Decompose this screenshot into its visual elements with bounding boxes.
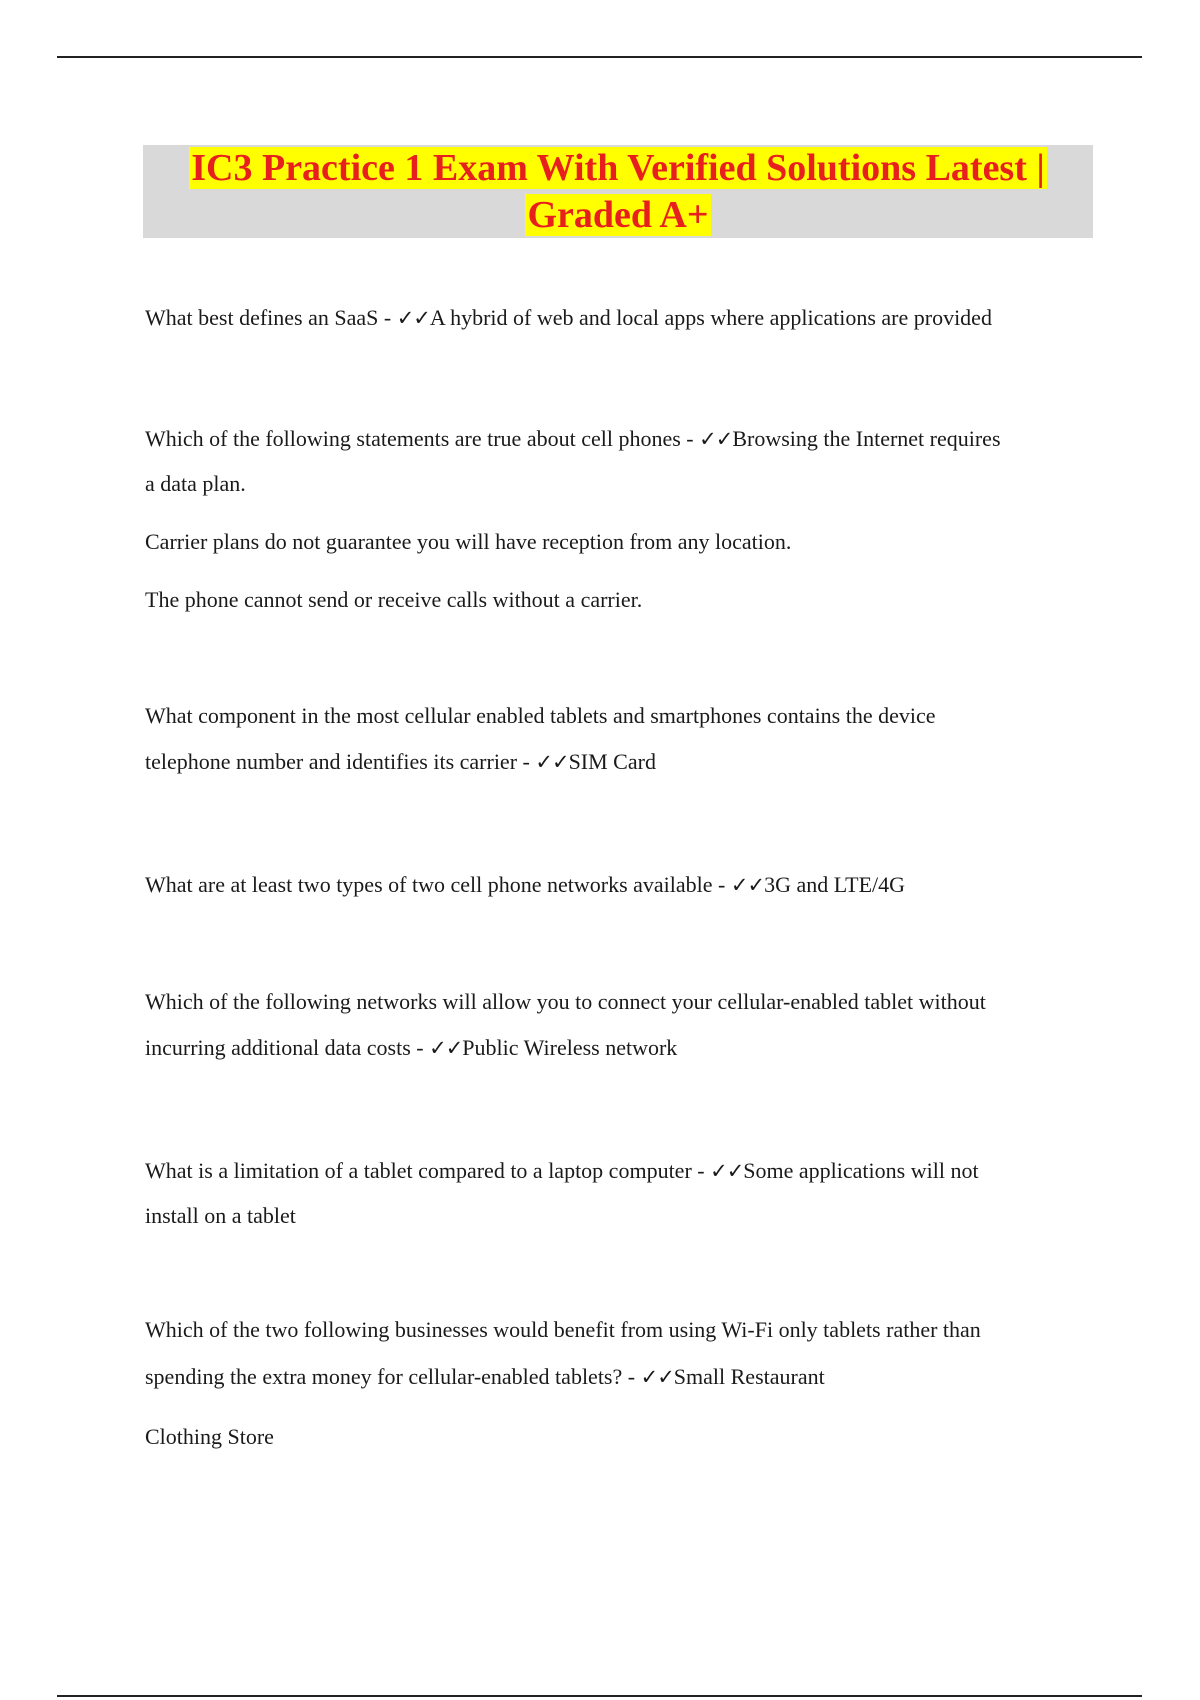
qa-item-sim-card	[145, 739, 1095, 785]
check-mark-icon: ✓✓	[429, 1036, 463, 1060]
question-text: Which of the two following businesses would benefit from using Wi-Fi only tablets rather than	[145, 1317, 981, 1342]
question-text: Which of the following networks will allow you to connect your cellular-enabled tablet without	[145, 989, 986, 1014]
answer-extra-line: The phone cannot send or receive calls without a carrier.	[145, 587, 643, 612]
question-text: What component in the most cellular enabled tablets and smartphones contains the device	[145, 703, 936, 728]
answer-continuation: install on a tablet	[145, 1203, 296, 1228]
question-text: spending the extra money for cellular-enabled tablets? -	[145, 1364, 641, 1389]
check-mark-icon: ✓✓	[730, 873, 765, 897]
question-text: telephone number and identifies its carrier -	[145, 749, 536, 774]
answer-continuation: a data plan.	[145, 471, 246, 496]
answer-text: Some applications will not	[743, 1158, 979, 1183]
title-banner	[143, 145, 1093, 238]
answer-text: SIM Card	[568, 749, 656, 774]
check-mark-icon: ✓✓	[535, 750, 569, 774]
footer-rule	[57, 1695, 1142, 1697]
question-text: Which of the following statements are true about cell phones -	[145, 426, 700, 451]
check-mark-icon: ✓✓	[396, 306, 430, 330]
answer-text: A hybrid of web and local apps where applications are provided	[429, 305, 992, 330]
check-mark-icon: ✓✓	[640, 1365, 674, 1389]
question-text: What are at least two types of two cell phone networks available -	[145, 872, 731, 897]
qa-item-tablet-limitation	[145, 1148, 1095, 1194]
page-title-line-1: IC3 Practice 1 Exam With Verified Solutions Latest |	[191, 147, 1045, 189]
answer-extra-line: Carrier plans do not guarantee you will have reception from any location.	[145, 529, 792, 554]
header-rule	[57, 56, 1142, 58]
answer-extra-line: Clothing Store	[145, 1424, 274, 1449]
check-mark-icon: ✓✓	[710, 1159, 744, 1183]
answer-text: 3G and LTE/4G	[764, 872, 906, 897]
question-text: What is a limitation of a tablet compared to a laptop computer -	[145, 1158, 711, 1183]
qa-item-data-costs	[145, 1025, 1095, 1071]
page-title-line-2: Graded A+	[527, 194, 709, 236]
qa-item-cell-phones	[145, 416, 1095, 462]
qa-item-saas	[145, 295, 1095, 341]
qa-item-wifi-tablets	[145, 1354, 1095, 1400]
check-mark-icon: ✓✓	[699, 427, 733, 451]
question-text: incurring additional data costs -	[145, 1035, 430, 1060]
answer-text: Browsing the Internet requires	[732, 426, 1001, 451]
question-text: What best defines an SaaS -	[145, 305, 397, 330]
answer-text: Public Wireless network	[462, 1035, 678, 1060]
qa-item-networks	[145, 862, 1095, 908]
answer-text: Small Restaurant	[673, 1364, 825, 1389]
